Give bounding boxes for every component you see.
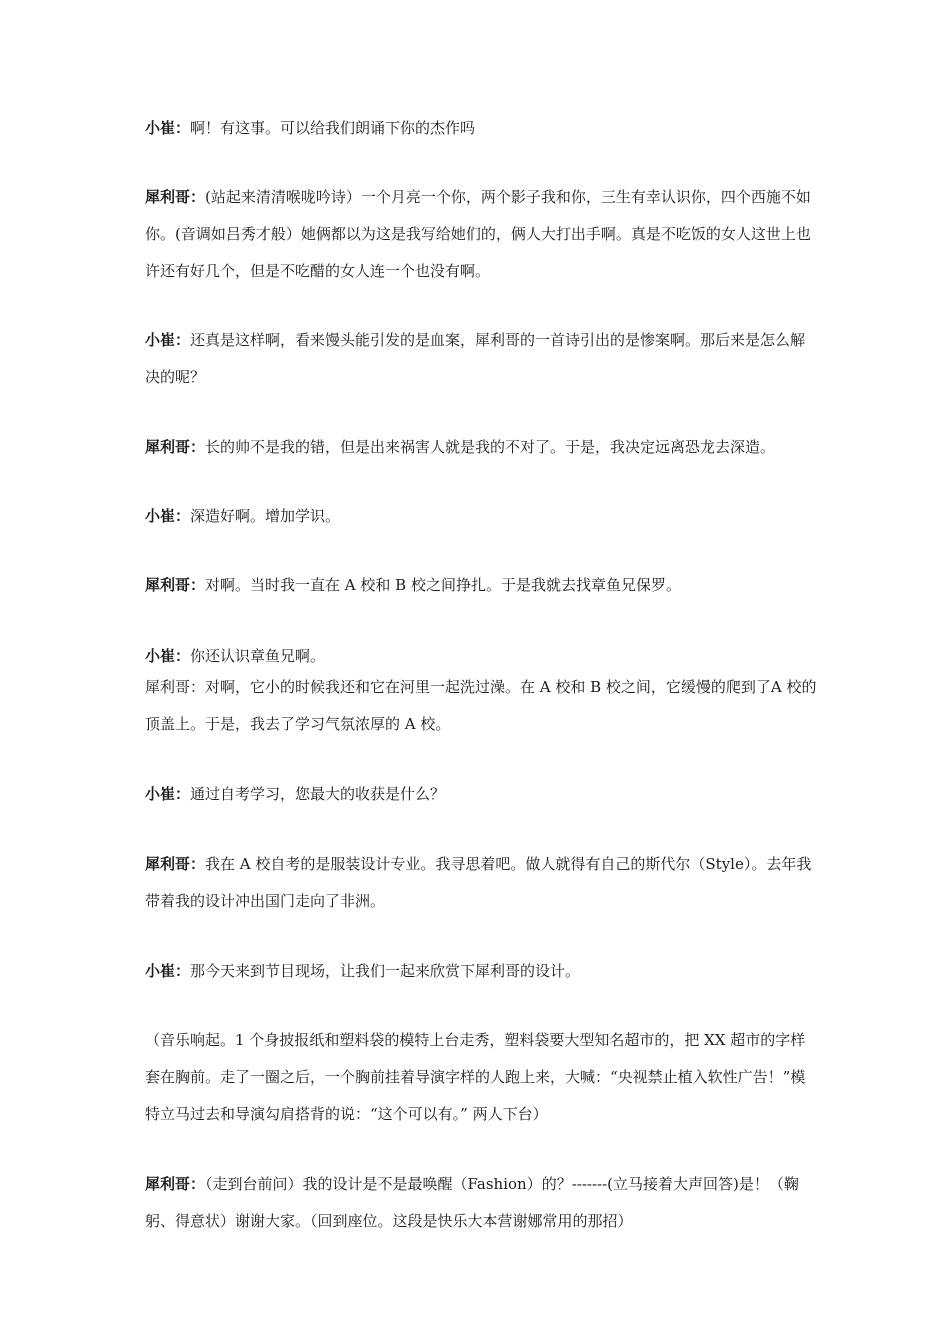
speaker-label: 犀利哥： xyxy=(145,188,206,206)
speaker-label: 小崔： xyxy=(145,507,191,525)
dialogue-paragraph-10 xyxy=(145,846,820,920)
speaker-label: 犀利哥： xyxy=(145,438,206,456)
dialogue-text: 我在 A 校自考的是服装设计专业。我寻思着吧。做人就得有自己的斯代尔（Style）。去年我带着我的设计冲出国门走向了非洲。 xyxy=(145,855,812,910)
dialogue-text: （音乐响起。1 个身披报纸和塑料袋的模特上台走秀，塑料袋要大型知名超市的，把 XX 超市的字样套在胸前。走了一圈之后，一个胸前挂着导演字样的人跑上来，大喊：“央视禁止植入软性广告！”模特立马过去和导演勾肩搭背的说：“这个可以有。” 两人下台） xyxy=(145,1031,806,1123)
dialogue-text: 啊！有这事。可以给我们朗诵下你的杰作吗 xyxy=(190,119,476,137)
dialogue-text: 你还认识章鱼兄啊。 xyxy=(190,647,326,665)
dialogue-text: 犀利哥：对啊，它小的时候我还和它在河里一起洗过澡。在 A 校和 B 校之间，它缓慢的爬到了A 校的顶盖上。于是，我去了学习气氛浓厚的 A 校。 xyxy=(145,678,817,733)
speaker-label: 犀利哥： xyxy=(145,576,206,594)
dialogue-paragraph-9 xyxy=(145,776,820,813)
dialogue-paragraph-5 xyxy=(145,498,820,535)
dialogue-text: 还真是这样啊，看来馒头能引发的是血案，犀利哥的一首诗引出的是惨案啊。那后来是怎么解决的呢？ xyxy=(145,331,806,386)
dialogue-paragraph-6 xyxy=(145,567,820,604)
dialogue-paragraph-13 xyxy=(145,1166,820,1240)
speaker-label: 小崔： xyxy=(145,119,191,137)
dialogue-text: (站起来清清喉咙吟诗）一个月亮一个你，两个影子我和你，三生有幸认识你，四个西施不如你。(音调如吕秀才般）她俩都以为这是我写给她们的，俩人大打出手啊。真是不吃饭的女人这世上也许还有好几个，但是不吃醋的女人连一个也没有啊。 xyxy=(145,188,811,280)
speaker-label: 小崔： xyxy=(145,331,191,349)
dialogue-text: 深造好啊。增加学识。 xyxy=(190,507,341,525)
dialogue-text: 通过自考学习，您最大的收获是什么？ xyxy=(190,785,446,803)
dialogue-paragraph-2 xyxy=(145,179,820,290)
speaker-label: 犀利哥： xyxy=(145,1175,206,1193)
dialogue-text: 对啊。当时我一直在 A 校和 B 校之间挣扎。于是我就去找章鱼兄保罗。 xyxy=(205,576,681,594)
dialogue-paragraph-8 xyxy=(145,669,820,743)
dialogue-paragraph-7 xyxy=(145,641,820,671)
dialogue-text: （走到台前问）我的设计是不是最唤醒（Fashion）的？-------(立马接着大声回答)是！（鞠躬、得意状）谢谢大家。（回到座位。这段是快乐大本营谢娜常用的那招） xyxy=(145,1175,799,1230)
dialogue-paragraph-1 xyxy=(145,110,820,147)
stage-direction-paragraph xyxy=(145,1022,820,1133)
speaker-label: 小崔： xyxy=(145,785,191,803)
speaker-label: 小崔： xyxy=(145,647,191,665)
dialogue-paragraph-3 xyxy=(145,322,820,396)
dialogue-paragraph-11 xyxy=(145,953,820,990)
dialogue-text: 长的帅不是我的错，但是出来祸害人就是我的不对了。于是，我决定远离恐龙去深造。 xyxy=(205,438,776,456)
dialogue-text: 那今天来到节目现场，让我们一起来欣赏下犀利哥的设计。 xyxy=(190,962,581,980)
speaker-label: 犀利哥： xyxy=(145,855,206,873)
speaker-label: 小崔： xyxy=(145,962,191,980)
dialogue-paragraph-4 xyxy=(145,429,820,466)
